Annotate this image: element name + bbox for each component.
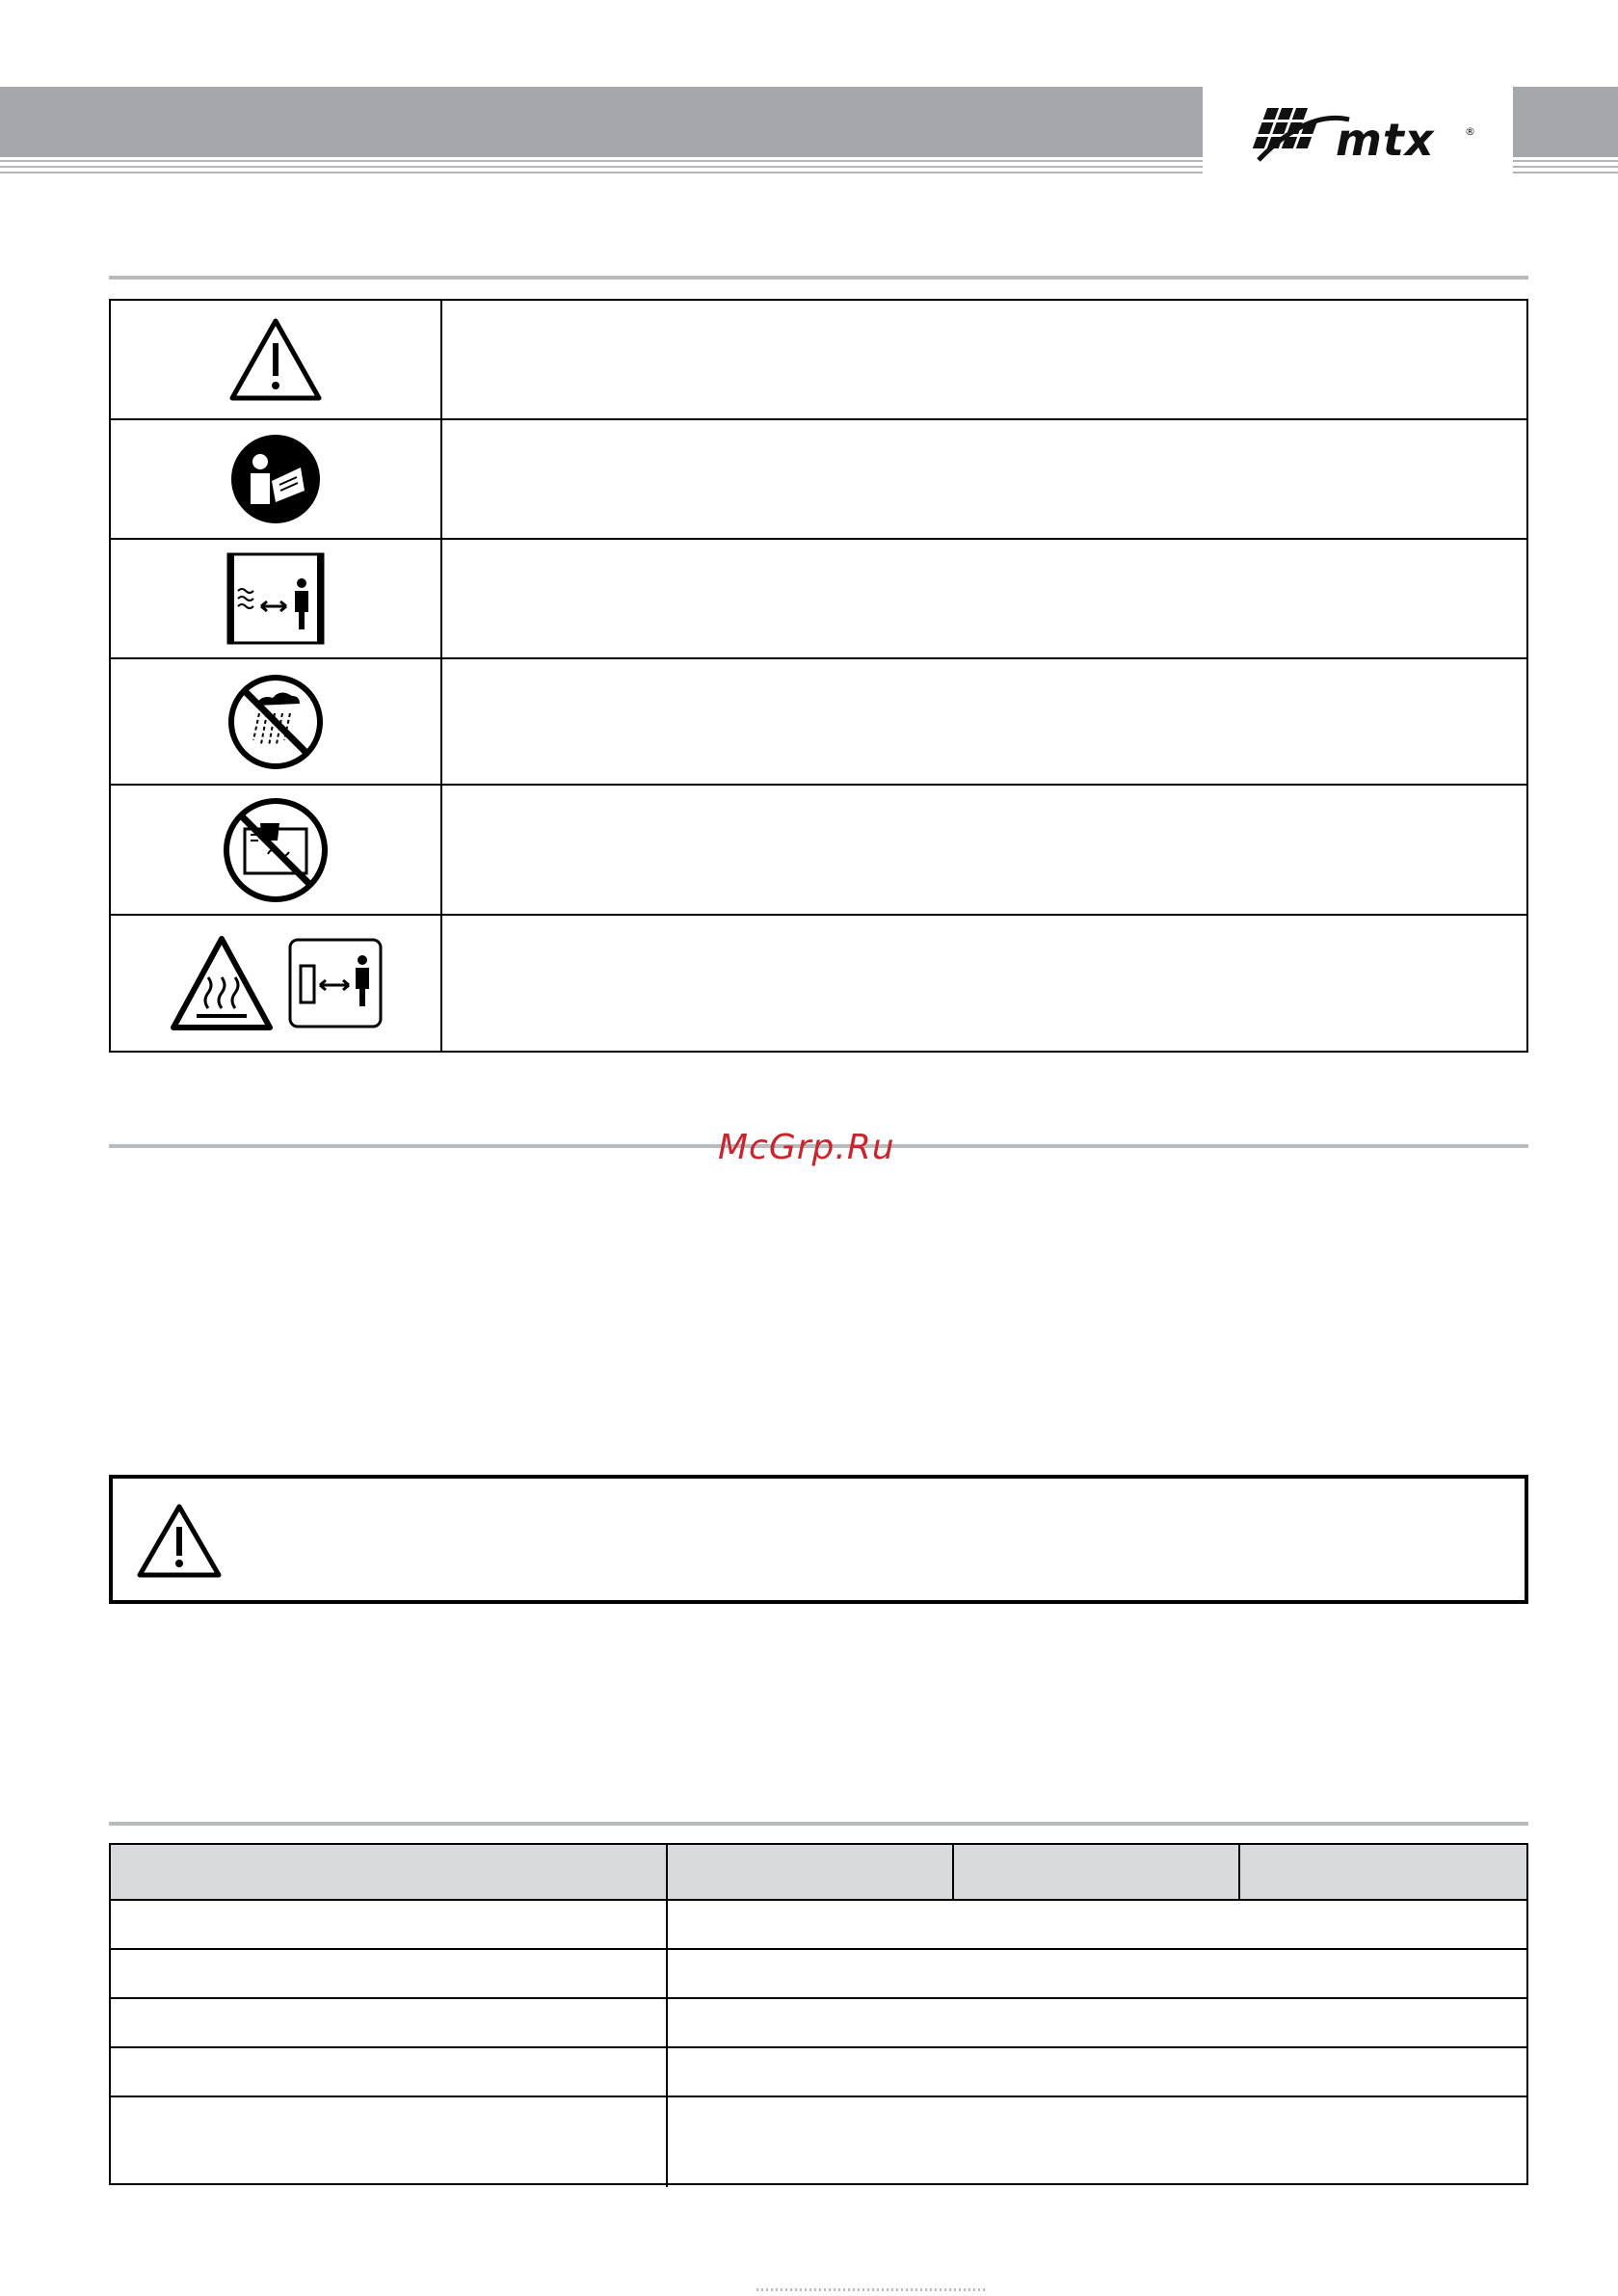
warning-triangle-icon (227, 316, 324, 403)
ventilated-room-distance-icon (226, 552, 325, 645)
table-row (111, 2097, 1526, 2185)
table-row (111, 1901, 1526, 1950)
keep-distance-icon (287, 937, 384, 1029)
warning-box (109, 1475, 1528, 1604)
logo-registered: ® (1465, 125, 1475, 138)
no-indoor-use-icon (222, 796, 330, 904)
brand-logo (1249, 100, 1480, 177)
symbol-row (111, 420, 1526, 540)
symbol-row (111, 786, 1526, 916)
specs-col-divider (1238, 1845, 1240, 1901)
no-rain-icon (226, 673, 325, 771)
table-row (111, 1999, 1526, 2048)
table-row (111, 1950, 1526, 1999)
logo-wordmark: mtx (1336, 114, 1435, 166)
specs-col-divider (952, 1845, 954, 1901)
header-bar-left (0, 87, 1203, 157)
specs-table (109, 1843, 1528, 2185)
table-row (111, 2048, 1526, 2097)
symbols-table (109, 299, 1528, 1053)
warning-triangle-icon (136, 1502, 223, 1579)
section-rule-specs (109, 1822, 1528, 1826)
hot-surface-warning-icon (168, 933, 276, 1033)
watermark: McGrp.Ru (718, 1128, 895, 1167)
header-bar-right (1513, 87, 1618, 157)
footer-mark (756, 2288, 988, 2291)
header-stripes-right (1513, 160, 1618, 179)
header-stripes-left (0, 160, 1203, 179)
symbol-row (111, 301, 1526, 420)
section-rule-symbols (109, 276, 1528, 280)
symbol-row (111, 659, 1526, 786)
symbol-row (111, 540, 1526, 659)
symbol-row (111, 916, 1526, 1051)
specs-table-header (111, 1845, 1526, 1901)
read-manual-icon (229, 433, 322, 525)
